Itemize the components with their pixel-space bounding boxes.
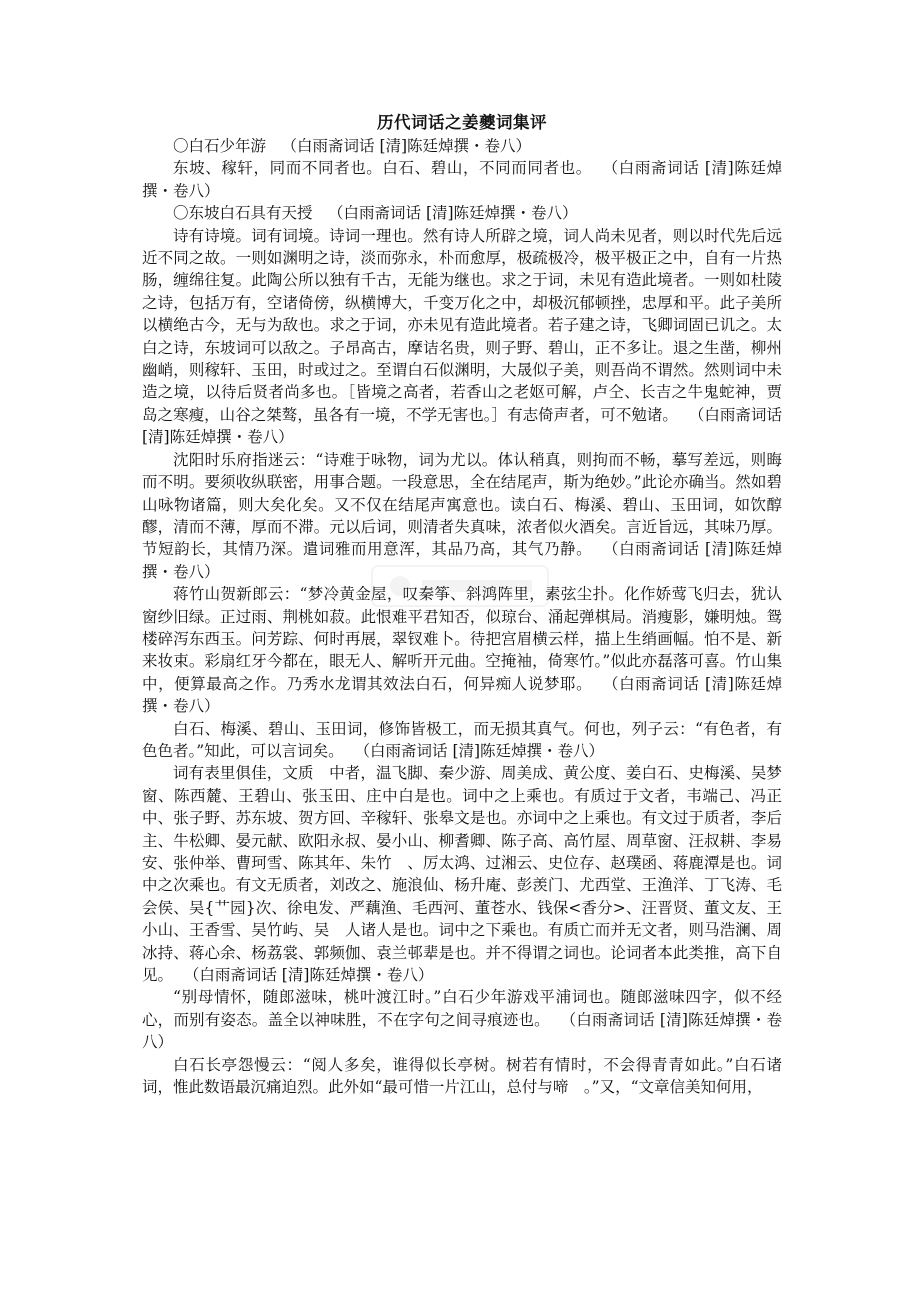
entry-paragraph <box>142 762 782 986</box>
entry-source: （白雨斋词话 [清]陈廷焯撰・卷八） <box>281 137 532 155</box>
entry-text: 词有表里俱佳，文质 中者，温飞脚、秦少游、周美成、黄公度、姜白石、史梅溪、吴梦窗、陈西麓、王碧山、张玉田、庄中白是也。词中之上乘也。有质过于文者，韦端己、冯正中、张子野、苏东坡、贺方回、辛稼轩、张皋文是也。亦词中之上乘也。有文过于质者，李后主、牛松卿、晏元献、欧阳永叔、晏小山、柳耆卿、陈子高、高竹屋、周草窗、汪叔耕、李易安、张仲举、曹珂雪、陈其年、朱竹 、厉太鸿、过湘云、史位存、赵璞函、蒋鹿潭是也。词中之次乘也。有文无质者，刘改之、施浪仙、杨升庵、彭羡门、尤西堂、王渔洋、丁飞涛、毛会侯、吴{艹园}次、徐电发、严藕渔、毛西河、董苍水、钱保<香分>、汪晋贤、董文友、王小山、王香雪、吴竹屿、吴 人诸人是也。词中之下乘也。有质亡而并无文者，则马浩澜、周冰持、蒋心余、杨荔裳、郭频伽、袁兰邨辈是也。并不得谓之词也。论词者本此类推，高下自见。 <box>142 764 782 985</box>
entry-text: 蒋竹山贺新郎云：“梦冷黄金屋，叹秦筝、斜鸿阵里，素弦尘扑。化作娇莺飞归去，犹认窗纱旧绿。正过雨、荆桃如菽。此恨难平君知否，似琼台、涌起弹棋局。消瘦影，嫌明烛。鸳楼碎泻东西玉。问芳踪、何时再展，翠钗难卜。待把宫眉横云样，描上生绡画幅。怕不是、新来妆束。彩扇红牙今都在，眼无人、解听开元曲。空掩袖，倚寒竹。”似此亦磊落可喜。竹山集中，便算最高之作。乃秀水龙谓其效法白石，何异痴人说梦耶。 <box>142 585 782 693</box>
entry-text: 白石、梅溪、碧山、玉田词，修饰皆极工，而无损其真气。何也，列子云：“有色者，有色色者。”知此，可以言词矣。 <box>142 719 782 760</box>
entry-source: （白雨斋词话 [清]陈廷焯撰・卷八） <box>362 741 605 760</box>
entry-source: （白雨斋词话 [清]陈廷焯撰・卷八） <box>142 405 782 447</box>
entry-source: （白雨斋词话 [清]陈廷焯撰・卷八） <box>191 966 434 985</box>
entry-text: 白石长亭怨慢云：“阅人多矣，谁得似长亭树。树若有情时，不会得青青如此。”白石诸词，惟此数语最沉痛迫烈。此外如“最可惜一片江山，总付与啼 。”又，“文章信美知何用， <box>142 1055 782 1097</box>
entry-source: （白雨斋词话 [清]陈廷焯撰・卷八） <box>142 159 782 200</box>
entry-text: 沈阳时乐府指迷云：“诗难于咏物，词为尤以。体认稍真，则拘而不畅，摹写差远，则晦而不明。要须收纵联密，用事合题。一段意思，全在结尾声，斯为绝妙。”此论亦确当。然如碧山咏物诸篇，则大矣化矣。又不仅在结尾声寓意也。读白石、梅溪、碧山、玉田词，如饮醇醪，清而不薄，厚而不滞。元以后词，则清者失真味，浓者似火酒矣。言近旨远，其味乃厚。节短韵长，其情乃深。遣词雅而用意浑，其品乃高，其气乃静。 <box>142 450 782 559</box>
entry-source: （白雨斋词话 [清]陈廷焯撰・卷八） <box>328 204 578 223</box>
entry-text: “别母情怀，随郎滋味，桃叶渡江时。”白石少年游戏平浦词也。随郎滋味四字，似不经心，而别有姿态。盖全以神味胜，不在字句之间寻痕迹也。 <box>142 988 782 1029</box>
page-title: 历代词话之姜夔词集评 <box>377 113 547 132</box>
entry-paragraph <box>142 157 782 202</box>
entry-heading <box>142 202 782 224</box>
entry-source: （白雨斋词话 [清]陈廷焯撰・卷八） <box>142 674 782 716</box>
entry-heading <box>142 135 782 157</box>
entry-text: 〇东坡白石具有天授 <box>173 204 313 223</box>
entry-text: 诗有诗境。词有词境。诗词一理也。然有诗人所辟之境，词人尚未见者，则以时代先后远近不同之故。一则如渊明之诗，淡而弥永，朴而愈厚，极疏极冷，极平极正之中，自有一片热肠，缠绵往复。此陶公所以独有千古，无能为继也。求之于词，未见有造此境者。一则如杜陵之诗，包括万有，空诸倚傍，纵横博大，千变万化之中，却极沉郁顿挫，忠厚和平。此子美所以横绝古今，无与为敌也。求之于词，亦未见有造此境者。若子建之诗，飞卿词固已讥之。太白之诗，东坡词可以敌之。子昂高古，摩诘名贵，则子野、碧山，正不多让。退之生凿，柳州幽峭，则稼轩、玉田，时或过之。至谓白石似渊明，大晟似子美，则吾尚不谓然。然则词中未造之境，以待后贤者尚多也。［皆境之高者，若香山之老妪可解，卢仝、长吉之牛鬼蛇神，贾岛之寒瘦，山谷之桀骜，虽各有一境，不学无害也。］有志倚声者，可不勉诸。 <box>142 226 782 424</box>
entry-paragraph <box>142 718 782 763</box>
entry-text: 东坡、稼轩，同而不同者也。白石、碧山，不同而同者也。 <box>173 159 592 178</box>
entry-paragraph <box>142 1054 782 1099</box>
entry-source: （白雨斋词话 [清]陈廷焯撰・卷八） <box>142 540 782 581</box>
entry-text: 〇白石少年游 <box>173 137 267 155</box>
entry-paragraph <box>142 986 782 1053</box>
entry-source <box>763 1078 782 1096</box>
entry-paragraph <box>142 225 782 449</box>
entry-source: （白雨斋词话 [清]陈廷焯撰・卷八） <box>142 1010 782 1052</box>
watermark-graphic <box>370 556 550 616</box>
